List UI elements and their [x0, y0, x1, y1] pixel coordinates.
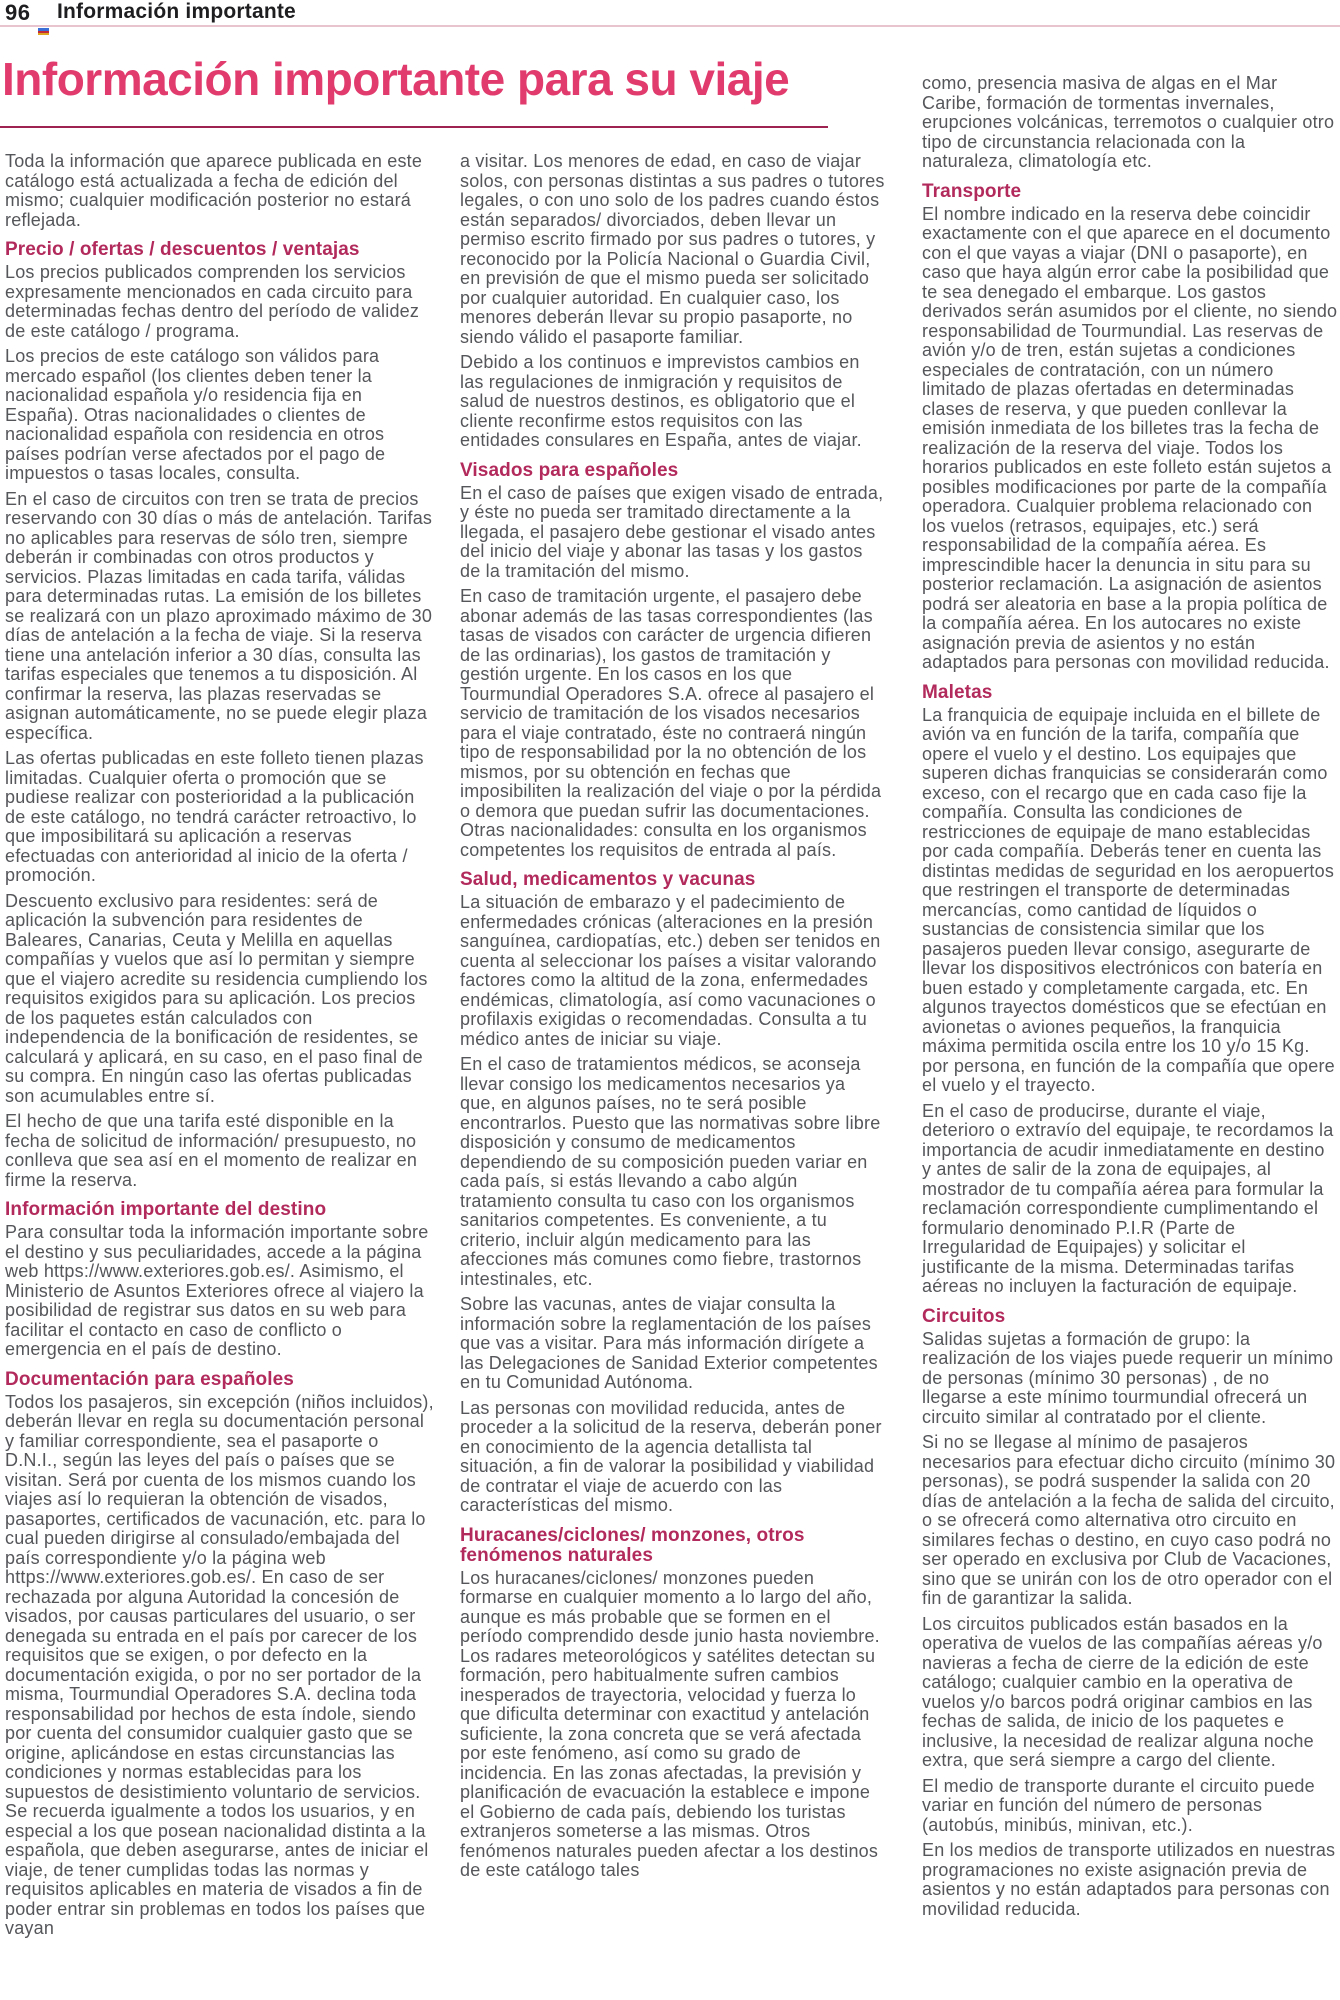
page-number: 96 — [5, 0, 31, 25]
section-heading: Huracanes/ciclones/ monzones, otros fenómenos naturales — [460, 1524, 805, 1566]
column-2 — [460, 152, 886, 1887]
paragraph: Toda la información que aparece publicada en este catálogo está actualizada a fecha de edición del mismo; cualquier modificación posterior no estará reflejada. — [5, 151, 423, 230]
column-1 — [5, 152, 435, 1945]
paragraph: En el caso de tratamientos médicos, se aconseja llevar consigo los medicamentos necesarios ya que, en algunos países, no te será posible encontrarlos. Puesto que las normativas sobre libre disposición y consumo de medicamentos dependiendo de su composición pueden variar en cada país, si estás llevando a cabo algún tratamiento consulta tu caso con los organismos sanitarios competentes. Es conveniente, a tu criterio, incluir algún medicamento para las afecciones más comunes como fiebre, trastornos intestinales, etc. — [460, 1054, 881, 1289]
paragraph: Los precios publicados comprenden los servicios expresamente mencionados en cada circuito para determinadas fechas dentro del período de validez de este catálogo / programa. — [5, 262, 420, 341]
paragraph: En los medios de transporte utilizados en nuestras programaciones no existe asignación previa de asientos y no están adaptados para personas con movilidad reducida. — [922, 1840, 1336, 1919]
paragraph: El hecho de que una tarifa esté disponible en la fecha de solicitud de información/ presupuesto, no conlleva que sea así en el momento de realizar en firme la reserva. — [5, 1111, 418, 1190]
paragraph: El medio de transporte durante el circuito puede variar en función del número de personas (autobús, minibús, minivan, etc.). — [922, 1775, 1315, 1835]
paragraph: Los circuitos publicados están basados en la operativa de vuelos de las compañías aéreas y/o navieras a fecha de cierre de la edición de este catálogo; cualquier cambio en la operativa de vuelos y/o barcos podrá originar cambios en las fechas de salida, de inicio de los paquetes e inclusive, la necesidad de realizar alguna noche extra, que será siempre a cargo del cliente. — [922, 1613, 1323, 1770]
paragraph: El nombre indicado en la reserva debe coincidir exactamente con el que aparece en el documento con el que vayas a viajar (DNI o pasaporte), en caso que haya algún error cabe la posibilidad que te sea denegado el embarque. Los gastos derivados serán asumidos por el cliente, no siendo responsabilidad de Tourmundial. Las reservas de avión y/o de tren, están sujetas a condiciones especiales de contratación, con un número limitado de plazas ofertadas en determinadas clases de reserva, y que pueden conllevar la emisión inmediata de los billetes tras la fecha de realización de la reserva del viaje. Todos los horarios publicados en este folleto están sujetos a posibles modificaciones por parte de la compañía operadora. Cualquier problema relacionado con los vuelos (retrasos, equipajes, etc.) será responsabilidad de la compañía aérea. Es imprescindible hacer la denuncia in situ para su posterior reclamación. La asignación de asientos podrá ser aleatoria en base a la propia política de la compañía aérea. En los autocares no existe asignación previa de asientos y no están adaptados para personas con movilidad reducida. — [922, 203, 1338, 672]
paragraph: Todos los pasajeros, sin excepción (niños incluidos), deberán llevar en regla su documentación personal y familiar correspondiente, sea el pasaporte o D.N.I., según las leyes del país o países que se visitan. Será por cuenta de los mismos cuando los viajes así lo requieran la obtención de visados, pasaportes, certificados de vacunación, etc. para lo cual pueden dirigirse al consulado/embajada del país correspondiente y/o la página web https://www.exteriores.gob.es/. En caso de ser rechazada por alguna Autoridad la concesión de visados, por causas particulares del usuario, o ser denegada su entrada en el país por carecer de los requisitos que se exigen, o por defecto en la documentación exigida, o por no ser portador de la misma, Tourmundial Operadores S.A. declina toda responsabilidad por hechos de esta índole, siendo por cuenta del consumidor cualquier gasto que se origine, aplicándose en estas circunstancias las condiciones y normas establecidas para los supuestos de desistimiento voluntario de servicios. Se recuerda igualmente a todos los usuarios, y en especial a los que posean nacionalidad distinta a la española, que deben asegurarse, antes de iniciar el viaje, de tener cumplidas todas las normas y requisitos aplicables en materia de visados a fin de poder entrar sin problemas en todos los países que vayan — [5, 1391, 434, 1938]
paragraph: Para consultar toda la información importante sobre el destino y sus peculiaridades, accede a la página web https://www.exteriores.gob.es/. Asimismo, el Ministerio de Asuntos Exteriores ofrece al viajero la posibilidad de registrar sus datos en su web para facilitar el contacto en caso de conflicto o emergencia en el país de destino. — [5, 1222, 429, 1359]
section-heading: Precio / ofertas / descuentos / ventajas — [5, 239, 360, 260]
paragraph: Los huracanes/ciclones/ monzones pueden formarse en cualquier momento a lo largo del año, aunque es más probable que se formen en el período comprendido desde junio hasta noviembre. Los radares meteorológicos y satélites detectan su formación, pero habitualmente sufren cambios inesperados de trayectoria, velocidad y fuerza lo que dificulta determinar con exactitud y antelación suficiente, la zona concreta que se verá afectada por este fenómeno, así como su grado de incidencia. En las zonas afectadas, la previsión y planificación de evacuación la establece e impone el Gobierno de cada país, debiendo los turistas extranjeros someterse a las mismas. Otros fenómenos naturales pueden afectar a los destinos de este catálogo tales — [460, 1567, 880, 1880]
paragraph: Si no se llegase al mínimo de pasajeros necesarios para efectuar dicho circuito (mínimo 30 personas), se podrá suspender la salida con 20 días de antelación a la fecha de salida del circuito, o se ofrecerá como alternativa otro circuito en similares fechas o destino, en cuyo caso podrá no ser operado en exclusiva por Club de Vacaciones, sino que se unirán con los de otro operador con el fin de garantizar la salida. — [922, 1432, 1336, 1608]
paragraph: La situación de embarazo y el padecimiento de enfermedades crónicas (alteraciones en la presión sanguínea, cardiopatías, etc.) deben ser tenidos en cuenta al seleccionar los países a visitar valorando factores como la altitud de la zona, enfermedades endémicas, climatología, así como vacunaciones o profilaxis exigidas o recomendadas. Consulta a tu médico antes de iniciar su viaje. — [460, 892, 881, 1049]
paragraph: Los precios de este catálogo son válidos para mercado español (los clientes deben tener la nacionalidad española y/o residencia fija en España). Otras nacionalidades o clientes de nacionalidad española con residencia en otros países podrían verse afectados por el pago de impuestos o tasas locales, consulta. — [5, 346, 386, 483]
section-heading: Documentación para españoles — [5, 1368, 294, 1390]
paragraph: como, presencia masiva de algas en el Mar Caribe, formación de tormentas invernales, erupciones volcánicas, terremotos o cualquier otro tipo de circunstancia relacionada con la naturaleza, climatología etc. — [922, 73, 1335, 171]
paragraph: Las personas con movilidad reducida, antes de proceder a la solicitud de la reserva, deberán poner en conocimiento de la agencia detallista tal situación, a fin de valorar la posibilidad y viabilidad de contratar el viaje de acuerdo con las características del mismo. — [460, 1397, 882, 1515]
paragraph: En el caso de producirse, durante el viaje, deterioro o extravío del equipaje, te recordamos la importancia de acudir inmediatamente en destino y antes de salir de la zona de equipajes, al mostrador de tu compañía aérea para formular la reclamación correspondiente cumplimentando el formulario denominado P.I.R (Parte de Irregularidad de Equipajes) y solicitar el justificante de la misma. Determinadas tarifas aéreas no incluyen la facturación de equipaje. — [922, 1100, 1334, 1296]
section-heading: Transporte — [922, 180, 1022, 202]
title-underline — [0, 126, 828, 128]
paragraph: En el caso de circuitos con tren se trata de precios reservando con 30 días o más de antelación. Tarifas no aplicables para reservas de sólo tren, siempre deberán ir combinadas con otros productos y servicios. Plazas limitadas en cada tarifa, válidas para determinadas rutas. La emisión de los billetes se realizará con un plazo aproximado máximo de 30 días de antelación a la fecha de viaje. Si la reserva tiene una antelación inferior a 30 días, consulta las tarifas especiales que tenemos a tu disposición. Al confirmar la reserva, las plazas reservadas se asignan automáticamente, no se puede elegir plaza específica. — [5, 488, 433, 743]
paragraph: a visitar. Los menores de edad, en caso de viajar solos, con personas distintas a sus padres o tutores legales, o con uno solo de los padres cuando éstos están separados/ divorciados, deben llevar un permiso escrito firmado por sus padres o tutores, y reconocido por la Policía Nacional o Guardia Civil, en previsión de que el mismo pueda ser solicitado por cualquier autoridad. En cualquier caso, los menores deberán llevar su propio pasaporte, no siendo válido el pasaporte familiar. — [460, 151, 885, 347]
section-heading: Información importante del destino — [5, 1199, 327, 1220]
column-3 — [922, 74, 1338, 1925]
section-heading: Maletas — [922, 681, 993, 703]
paragraph: En el caso de países que exigen visado de entrada, y éste no pueda ser tramitado directamente a la llegada, el pasajero debe gestionar el visado antes del inicio del viaje y abonar las tasas y los gastos de la tramitación del mismo. — [460, 482, 884, 581]
header-divider — [0, 25, 1340, 27]
section-heading: Circuitos — [922, 1305, 1006, 1327]
paragraph: Descuento exclusivo para residentes: será de aplicación la subvención para residentes de Baleares, Canarias, Ceuta y Melilla en aquellas compañías y vuelos que así lo permitan y siempre que el viajero acredite su residencia cumpliendo los requisitos exigidos para su aplicación. Los precios de los paquetes están calculados con independencia de la bonificación de residentes, se calculará y aplicará, en su caso, en el paso final de su compra. En ningún caso las ofertas publicadas son acumulables entre sí. — [5, 890, 428, 1106]
paragraph: Debido a los continuos e imprevistos cambios en las regulaciones de inmigración y requisitos de salud de nuestros destinos, es obligatorio que el cliente reconfirme estos requisitos con las entidades consulares en España, antes de viajar. — [460, 352, 862, 450]
paragraph: La franquicia de equipaje incluida en el billete de avión va en función de la tarifa, compañía que opere el vuelo y el destino. Los equipajes que superen dichas franquicias se considerarán como exceso, con el recargo que en cada caso fije la compañía. Consulta las condiciones de restricciones de equipaje de mano establecidas por cada compañía. Deberás tener en cuenta las distintas medidas de seguridad en los aeropuertos que restringen el transporte de determinadas mercancías, como cantidad de líquidos o sustancias de consistencia similar que los pasajeros pueden llevar consigo, asegurarte de llevar los dispositivos electrónicos con batería en buen estado y completamente cargada, etc. En algunos trayectos domésticos que se efectúan en avionetas o aviones pequeños, la franquicia máxima permitida oscila entre los 10 y/o 15 Kg. por persona, en función de la compañía que opere el vuelo y el trayecto. — [922, 704, 1335, 1095]
paragraph: Las ofertas publicadas en este folleto tienen plazas limitadas. Cualquier oferta o promoción que se pudiese realizar con posterioridad a la publicación de este catálogo, no tendrá carácter retroactivo, lo que imposibilitará su aplicación a reservas efectuadas con anterioridad al inicio de la oferta / promoción. — [5, 748, 424, 885]
paragraph: En caso de tramitación urgente, el pasajero debe abonar además de las tasas correspondientes (las tasas de visados con carácter de urgencia difieren de las ordinarias), los gastos de tramitación y gestión urgente. En los casos en los que Tourmundial Operadores S.A. ofrece al pasajero el servicio de tramitación de los visados necesarios para el viaje contratado, éste no contraerá ningún tipo de responsabilidad por la no obtención de los mismos, por su obtención en fechas que imposibiliten la realización del viaje o por la pérdida o demora que puedan sufrir las documentaciones. Otras nacionalidades: consulta en los organismos competentes los requisitos de entrada al país. — [460, 586, 882, 860]
print-registration-mark — [38, 28, 49, 35]
section-heading: Salud, medicamentos y vacunas — [460, 869, 756, 890]
header-section-title: Información importante — [57, 0, 296, 23]
section-heading: Visados para españoles — [460, 459, 679, 481]
paragraph: Sobre las vacunas, antes de viajar consulta la información sobre la reglamentación de los países que vas a visitar. Para más información dirígete a las Delegaciones de Sanidad Exterior competentes en tu Comunidad Autónoma. — [460, 1294, 878, 1392]
page-title: Información importante para su viaje — [2, 53, 790, 105]
paragraph: Salidas sujetas a formación de grupo: la realización de los viajes puede requerir un mínimo de personas (mínimo 30 personas) , de no llegarse a este mínimo tourmundial ofrecerá un circuito similar al contratado por el cliente. — [922, 1328, 1334, 1427]
